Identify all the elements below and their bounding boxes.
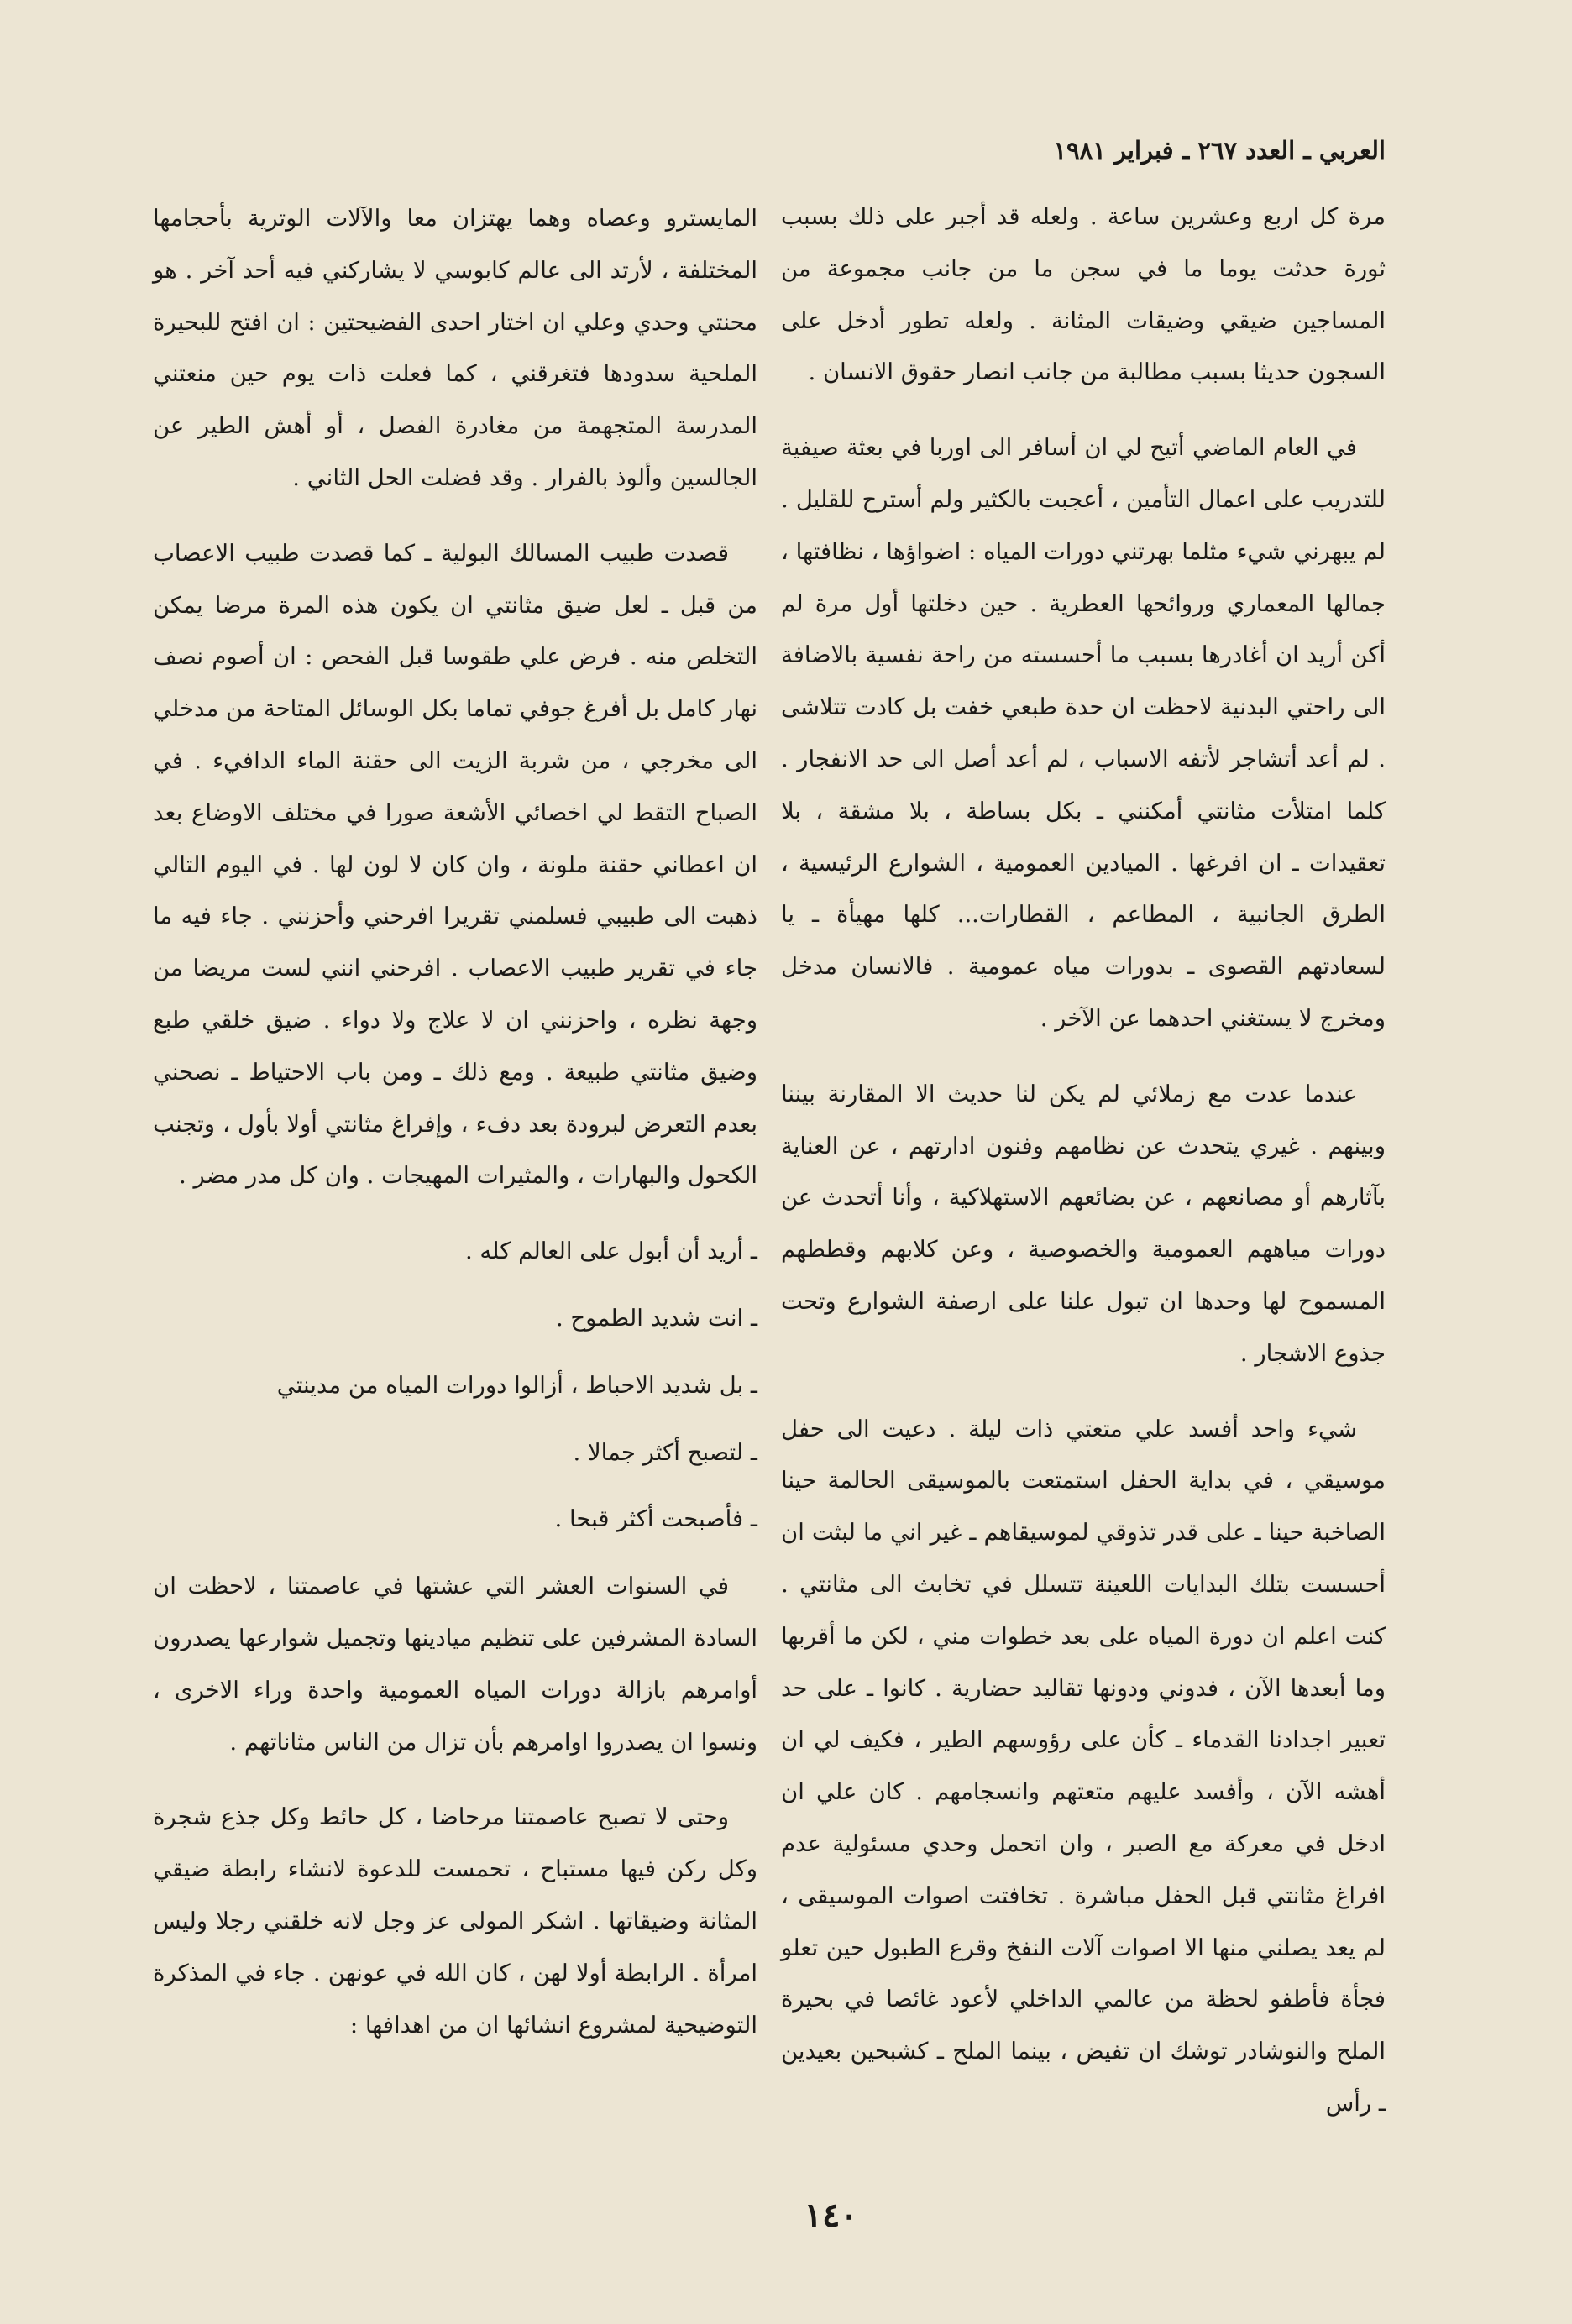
dialogue-line: ـ أريد أن أبول على العالم كله .	[464, 1238, 757, 1265]
right-column	[781, 191, 1386, 2154]
paragraph-association: وحتى لا تصبح عاصمتنا مرحاضا ، كل حائط وكل جذع شجرة وكل ركن فيها مستباح ، تحمست للدعوة لانشاء رابطة ضيقي المثانة وضيقاتها . اشكر المولى عز وجل لانه خلقني رجلا وليس امرأة . الرابطة أولا لهن ، كان الله في عونهن . جاء في المذكرة التوضيحية لمشروع انشائها ان من اهدافها :	[153, 1803, 757, 2039]
dialogue-line: ـ انت شديد الطموح .	[555, 1304, 757, 1332]
dialogue-line: ـ فأصبحت أكثر قبحا .	[554, 1505, 757, 1533]
paragraph-concert: شيء واحد أفسد علي متعتي ذات ليلة . دعيت الى حفل موسيقي ، في بداية الحفل استمتعت بالموسيقى الحالمة حينا الصاخبة حينا ـ على قدر تذوقي لموسيقاهم ـ غير اني ما لبثت ان أحسست بتلك البدايات اللعينة تتسلل في تخابث الى مثانتي . كنت اعلم ان دورة المياه على بعد خطوات مني ، لكن ما أقربها وما أبعدها الآن ، فدوني ودونها تقاليد حضارية . كانوا ـ على حد تعبير اجدادنا القدماء ـ كأن على رؤوسهم الطير ، فكيف لي ان أهشه الآن ، وأفسد عليهم متعتهم وانسجامهم . كان علي ان ادخل في معركة مع الصبر ، وان اتحمل وحدي مسئولية عدم افراغ مثانتي قبل الحفل مباشرة . تخافتت اصوات الموسيقى ، لم يعد يصلني منها الا اصوات آلات النفخ وقرع الطبول حين تعلو فجأة فأطفو لحظة من عالمي الداخلي لأعود غائصا في بحيرة الملح والنوشادر توشك ان تفيض ، بينما الملح ـ كشبحين بعيدين ـ رأس	[781, 1415, 1386, 2117]
paragraph-ten-years: في السنوات العشر التي عشتها في عاصمتنا ، لاحظت ان السادة المشرفين على تنظيم ميادينها وتجميل شوارعها يصدرون أوامرهم بازالة دورات المياه العمومية واحدة وراء الاخرى ، ونسوا ان يصدروا اوامرهم بأن تزال من الناس مثاناتهم .	[153, 1573, 757, 1756]
page-number: ١٤٠	[804, 2196, 858, 2235]
paragraph-urologist: قصدت طبيب المسالك البولية ـ كما قصدت طبيب الاعصاب من قبل ـ لعل ضيق مثانتي ان يكون هذه المرة مرضا يمكن التخلص منه . فرض علي طقوسا قبل الفحص : ان أصوم نصف نهار كامل بل أفرغ جوفي تماما بكل الوسائل المتاحة من مدخلي الى مخرجي ، من شربة الزيت الى حقنة الماء الدافيء . في الصباح التقط لي اخصائي الأشعة صورا في مختلف الاوضاع بعد ان اعطاني حقنة ملونة ، وان كان لا لون لها . في اليوم التالي ذهبت الى طبيبي فسلمني تقريرا افرحني وأحزنني . جاء فيه ما جاء في تقرير طبيب الاعصاب . افرحني انني لست مريضا من وجهة نظره ، واحزنني ان لا علاج ولا دواء . ضيق خلقي طبع وضيق مثانتي طبيعة . ومع ذلك ـ ومن باب الاحتياط ـ نصحني بعدم التعرض لبرودة بعد دفء ، وإفراغ مثانتي أولا بأول ، وتجنب الكحول والبهارات ، والمثيرات المهيجات . وان كل مدر مضر .	[153, 539, 757, 1190]
left-column	[153, 193, 757, 2075]
paragraph-maestro: المايسترو وعصاه وهما يهتزان معا والآلات الوترية بأحجامها المختلفة ، لأرتد الى عالم كابوسي لا يشاركني فيه أحد آخر . هو محنتي وحدي وعلي ان اختار احدى الفضيحتين : ان افتح للبحيرة الملحية سدودها فتغرقني ، كما فعلت ذات يوم حين منعتني المدرسة المتجهمة من مغادرة الفصل ، أو أهش الطير عن الجالسين وألوذ بالفرار . وقد فضلت الحل الثاني .	[153, 205, 757, 491]
paragraph-europe-trip: في العام الماضي أتيح لي ان أسافر الى اوربا في بعثة صيفية للتدريب على اعمال التأمين ، أعجبت بالكثير ولم أسترح للقليل . لم يبهرني شيء مثلما بهرتني دورات المياه : اضواؤها ، نظافتها ، جمالها المعماري وروائحها العطرية . حين دخلتها أول مرة لم أكن أريد ان أغادرها بسبب ما أحسسته من راحة نفسية بالاضافة الى راحتي البدنية لاحظت ان حدة طبعي خفت بل كادت تتلاشى . لم أعد أتشاجر لأتفه الاسباب ، لم أعد أصل الى حد الانفجار . كلما امتلأت مثانتي أمكنني ـ بكل بساطة ، بلا مشقة ، بلا تعقيدات ـ ان افرغها . الميادين العمومية ، الشوارع الرئيسية ، الطرق الجانبية ، المطاعم ، القطارات... كلها مهيأة ـ يا لسعادتهم القصوى ـ بدورات مياه عمومية . فالانسان مدخل ومخرج لا يستغني احدهما عن الآخر .	[781, 434, 1386, 1032]
paragraph-return: عندما عدت مع زملائي لم يكن لنا حديث الا المقارنة بيننا وبينهم . غيري يتحدث عن نظامهم وفنون ادارتهم ، عن العناية بآثارهم أو مصانعهم ، عن بضائعهم الاستهلاكية ، وأنا أتحدث عن دورات مياههم العمومية والخصوصية ، وعن كلابهم وقططهم المسموح لها وحدها ان تبول علنا على ارصفة الشوارع وتحت جذوع الاشجار .	[781, 1080, 1386, 1367]
dialogue-line: ـ لتصبح أكثر جمالا .	[573, 1438, 757, 1466]
running-head: العربي ـ العدد ٢٦٧ ـ فبراير ١٩٨١	[1053, 136, 1386, 165]
paragraph-prison: مرة كل اربع وعشرين ساعة . ولعله قد أجبر على ذلك بسبب ثورة حدثت يوما ما في سجن ما من جانب مجموعة من المساجين ضيقي وضيقات المثانة . ولعله تطور أدخل على السجون حديثا بسبب مطالبة من جانب انصار حقوق الانسان .	[781, 203, 1386, 386]
dialogue-line: ـ بل شديد الاحباط ، أزالوا دورات المياه من مدينتي	[276, 1371, 757, 1399]
